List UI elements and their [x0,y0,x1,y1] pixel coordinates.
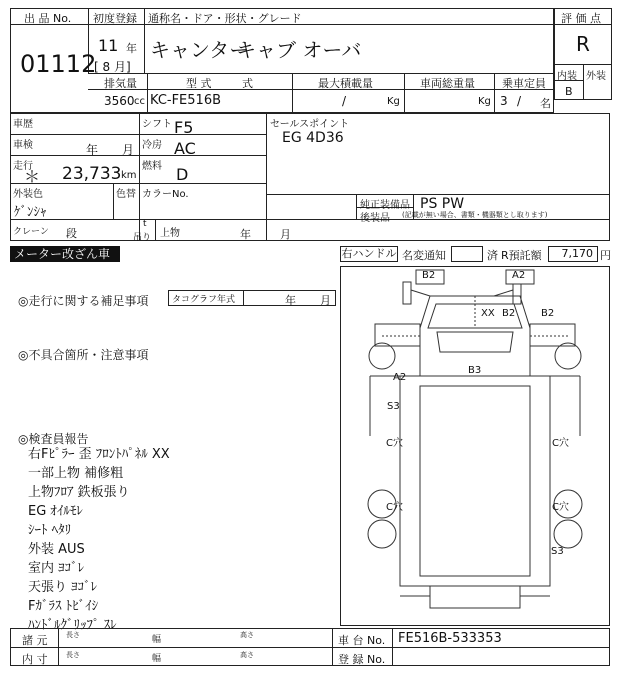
damage-mark: S3 [551,546,564,557]
crane-label: クレーン [13,227,49,237]
ac-value: AC [174,139,196,158]
damage-mark: XX [481,308,495,319]
fuel-value: D [176,165,189,184]
registration-label: 初度登録 [93,12,137,25]
damage-mark: B2 [502,308,516,319]
mileage-value: 23,733 [62,164,122,184]
report-line: 一部上物 補修粗 [28,466,124,481]
report-line: ﾊﾝﾄﾞﾙｸﾞﾘｯﾌﾟ ｽﾚ [28,618,117,633]
interior-label: 内装 [557,71,577,82]
recycle-fee-label: R預託額 [501,249,542,262]
report-line: ｼｰﾄ ﾍﾀﾘ [28,523,72,538]
right-hand-label: 右ハンドル [341,247,397,260]
dimensions-label: 諸 元 [22,634,48,647]
reg-month: [ 8 月] [94,60,131,74]
report-line: 上物ﾌﾛｱ 鉄板張り [28,485,130,500]
inspector-report-label: ◎検査員報告 [18,432,89,446]
aftermarket-label: 後装品 [360,213,390,224]
inspection-label: 車検 [13,140,33,151]
registration-no-label: 登 録 No. [338,653,386,666]
tachograph-label: タコグラフ年式 [172,295,236,305]
recycle-fee-value: 7,170 [548,246,598,262]
damage-mark: B2 [422,270,436,281]
aftermarket-note: (記載が無い場合、書類・機器類とし取ります) [402,211,548,219]
report-line: 室内 ﾖｺﾞﾚ [28,561,85,576]
report-line: 右Fﾋﾟﾗｰ 歪 ﾌﾛﾝﾄﾊﾟﾈﾙ XX [28,447,170,462]
chassis-label: 車 台 No. [338,634,386,647]
color-value: ｹﾞﾝｼｬ [14,205,47,220]
ac-label: 冷房 [142,140,162,151]
lot-number: 01112 [20,50,97,78]
chassis-number: FE516B-533353 [398,631,502,646]
shift-label: シフト [142,119,172,130]
inspector-report [28,445,170,635]
reg-year: 11 [98,36,119,55]
equipment-value: PS PW [420,196,465,212]
displacement: 3560 [104,94,135,108]
damage-mark: B2 [541,308,555,319]
report-line: Fｶﾞﾗｽ ﾄﾋﾞｲｼ [28,599,99,614]
car-name: キャンター [150,38,250,62]
report-line: EG ｵｲﾙﾓﾚ [28,504,83,519]
report-line: 外装 AUS [28,542,85,557]
inner-dimensions-label: 内 寸 [22,653,48,666]
truck-outline [340,266,610,626]
upper-body-label: 上物 [160,228,180,239]
name-change-box [451,246,483,262]
rating-value: R [576,32,590,56]
capacity: 3 [500,94,508,108]
fuel-label: 燃料 [142,161,162,172]
interior-grade: B [565,85,573,98]
damage-mark: S3 [387,401,400,412]
car-body: キャブ オーバ [236,38,362,62]
model-label: 型 式 [186,77,212,90]
color-label: 外装色 [13,189,43,200]
selling-points: EG 4D36 [282,130,344,146]
history-label: 車歴 [13,119,33,130]
name-label: 通称名・ドア・形状・グレード [148,12,302,25]
equipment-label: 純正装備品 [360,200,410,211]
damage-mark: C穴 [386,502,403,513]
selling-points-label: セールスポイント [270,119,350,130]
mileage-label: 走行 [13,161,33,172]
gross-weight-label: 車両総重量 [420,77,475,90]
lot-label: 出 品 No. [24,12,72,25]
rating-label: 評 価 点 [561,12,601,25]
color-change-label: 色替 [116,189,136,200]
model-code: KC-FE516B [150,93,222,108]
year-unit: 年 [126,42,137,55]
meter-tamper-badge: メーター改ざん車 [10,246,120,262]
damage-mark: B3 [468,365,482,376]
displacement-label: 排気量 [104,77,137,90]
capacity-label: 乗車定員 [502,77,546,90]
damage-mark: C穴 [552,502,569,513]
damage-mark: A2 [512,270,526,281]
name-change-label: 名変通知 [402,249,446,262]
damage-mark: C穴 [552,438,569,449]
driving-notes-label: ◎走行に関する補足事項 [18,294,149,308]
shift-value: F5 [174,118,194,137]
exterior-label: 外装 [586,71,606,82]
report-line: 天張り ﾖｺﾞﾚ [28,580,98,595]
damage-mark: C穴 [386,438,403,449]
max-load-label: 最大積載量 [318,77,373,90]
defects-label: ◎不具合箇所・注意事項 [18,348,149,362]
damage-mark: A2 [393,372,407,383]
color-code-label: カラーNo. [142,189,189,200]
